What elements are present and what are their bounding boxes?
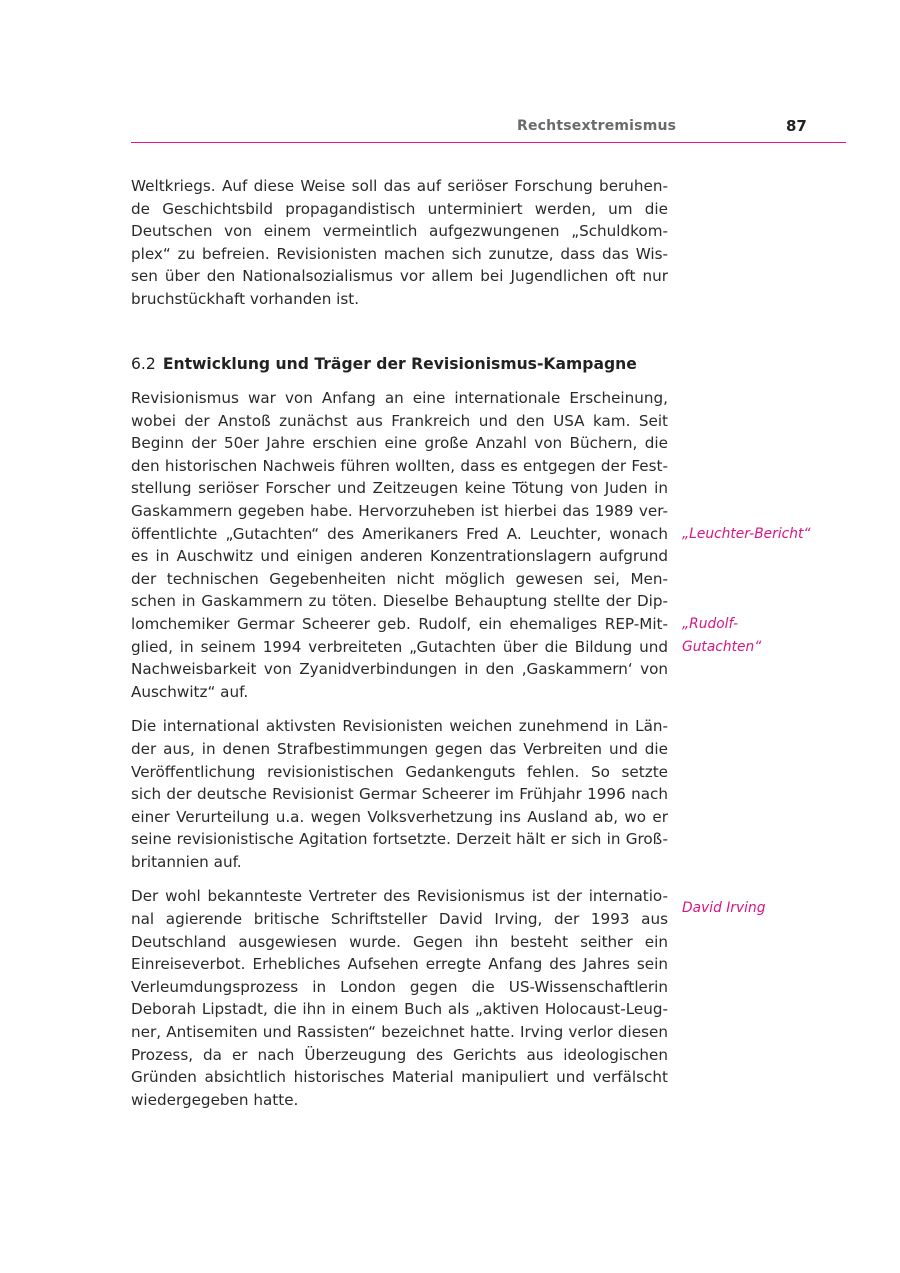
text-line: de Geschichtsbild propagandistisch unterminiert werden, um die	[131, 199, 668, 218]
text-line: öffentlichte „Gutachten“ des Amerikaners Fred A. Leuchter, wonach	[131, 524, 668, 543]
text-line: Deutschland ausgewiesen wurde. Gegen ihn besteht seither ein	[131, 932, 668, 951]
text-line: einer Verurteilung u.a. wegen Volksverhetzung ins Ausland ab, wo er	[131, 807, 668, 826]
text-line: Die international aktivsten Revisionisten weichen zunehmend in Län-	[131, 717, 668, 736]
body-text	[131, 387, 668, 1111]
text-line: Der wohl bekannteste Vertreter des Revisionismus ist der internatio-	[131, 887, 668, 906]
text-line: lomchemiker Germar Scheerer geb. Rudolf, ein ehemaliges REP-Mit-	[131, 614, 668, 633]
margin-note-line: Gutachten“	[682, 638, 762, 655]
text-line: Nachweisbarkeit von Zyanidverbindungen in den ‚Gaskammern‘ von	[131, 660, 668, 679]
text-line: Veröffentlichung revisionistischen Gedankenguts fehlen. So setzte	[131, 762, 668, 781]
text-line: der technischen Gegebenheiten nicht möglich gewesen sei, Men-	[131, 569, 668, 588]
text-line: plex“ zu befreien. Revisionisten machen sich zunutze, dass das Wis-	[131, 244, 668, 263]
text-line: den historischen Nachweis führen wollten, dass es entgegen der Fest-	[131, 456, 668, 475]
text-line: schen in Gaskammern zu töten. Dieselbe Behauptung stellte der Dip-	[131, 592, 668, 611]
text-line: Verleumdungsprozess in London gegen die US-Wissenschaftlerin	[131, 977, 668, 996]
paragraph-2	[131, 715, 668, 873]
text-line: Einreiseverbot. Erhebliches Aufsehen erregte Anfang des Jahres sein	[131, 955, 668, 974]
text-line: nal agierende britische Schriftsteller David Irving, der 1993 aus	[131, 910, 668, 929]
margin-note-leuchter: „Leuchter-Bericht“	[682, 526, 811, 542]
text-line: stellung seriöser Forscher und Zeitzeugen keine Tötung von Juden in	[131, 479, 668, 498]
text-line: Gaskammern gegeben habe. Hervorzuheben ist hierbei das 1989 ver-	[131, 501, 668, 520]
text-line: es in Auschwitz und einigen anderen Konzentrationslagern aufgrund	[131, 547, 668, 566]
text-line: wiedergegeben hatte.	[131, 1090, 299, 1109]
text-line: bruchstückhaft vorhanden ist.	[131, 289, 360, 308]
margin-note-line: „Rudolf-	[682, 616, 739, 632]
text-line: der aus, in denen Strafbestimmungen gegen das Verbreiten und die	[131, 739, 668, 758]
paragraph-3	[131, 885, 668, 1111]
section-number: 6.2	[131, 355, 156, 373]
text-line: wobei der Anstoß zunächst aus Frankreich und den USA kam. Seit	[131, 411, 668, 430]
text-line: Weltkriegs. Auf diese Weise soll das auf seriöser Forschung beruhen-	[131, 177, 668, 195]
text-line: Auschwitz“ auf.	[131, 682, 249, 701]
text-line: Deutschen von einem vermeintlich aufgezwungenen „Schuldkom-	[131, 222, 668, 241]
page-number: 87	[786, 117, 807, 135]
text-line: glied, in seinem 1994 verbreiteten „Gutachten über die Bildung und	[131, 637, 668, 656]
text-line: seine revisionistische Agitation fortsetzte. Derzeit hält er sich in Groß-	[131, 830, 668, 849]
text-line: ner, Antisemiten und Rassisten“ bezeichnet hatte. Irving verlor diesen	[131, 1023, 668, 1042]
text-line: sich der deutsche Revisionist Germar Scheerer im Frühjahr 1996 nach	[131, 785, 668, 804]
margin-note-rudolf	[682, 613, 761, 658]
running-header	[131, 117, 846, 143]
text-line: Gründen absichtlich historisches Material manipuliert und verfälscht	[131, 1068, 668, 1087]
section-heading	[131, 355, 637, 373]
paragraph-1	[131, 387, 668, 703]
text-line: Beginn der 50er Jahre erschien eine große Anzahl von Büchern, die	[131, 434, 668, 453]
margin-note-irving: David Irving	[682, 900, 766, 916]
text-line: britannien auf.	[131, 852, 242, 871]
text-line: Revisionismus war von Anfang an eine internationale Erscheinung,	[131, 389, 668, 407]
text-line: sen über den Nationalsozialismus vor allem bei Jugendlichen oft nur	[131, 267, 668, 286]
text-line: Deborah Lipstadt, die ihn in einem Buch als „aktiven Holocaust-Leug-	[131, 1000, 668, 1019]
text-line: Prozess, da er nach Überzeugung des Gerichts aus ideologischen	[131, 1045, 668, 1064]
intro-paragraph	[131, 175, 668, 311]
running-header-title: Rechtsextremismus	[517, 118, 677, 134]
section-title: Entwicklung und Träger der Revisionismus-Kampagne	[162, 355, 637, 373]
